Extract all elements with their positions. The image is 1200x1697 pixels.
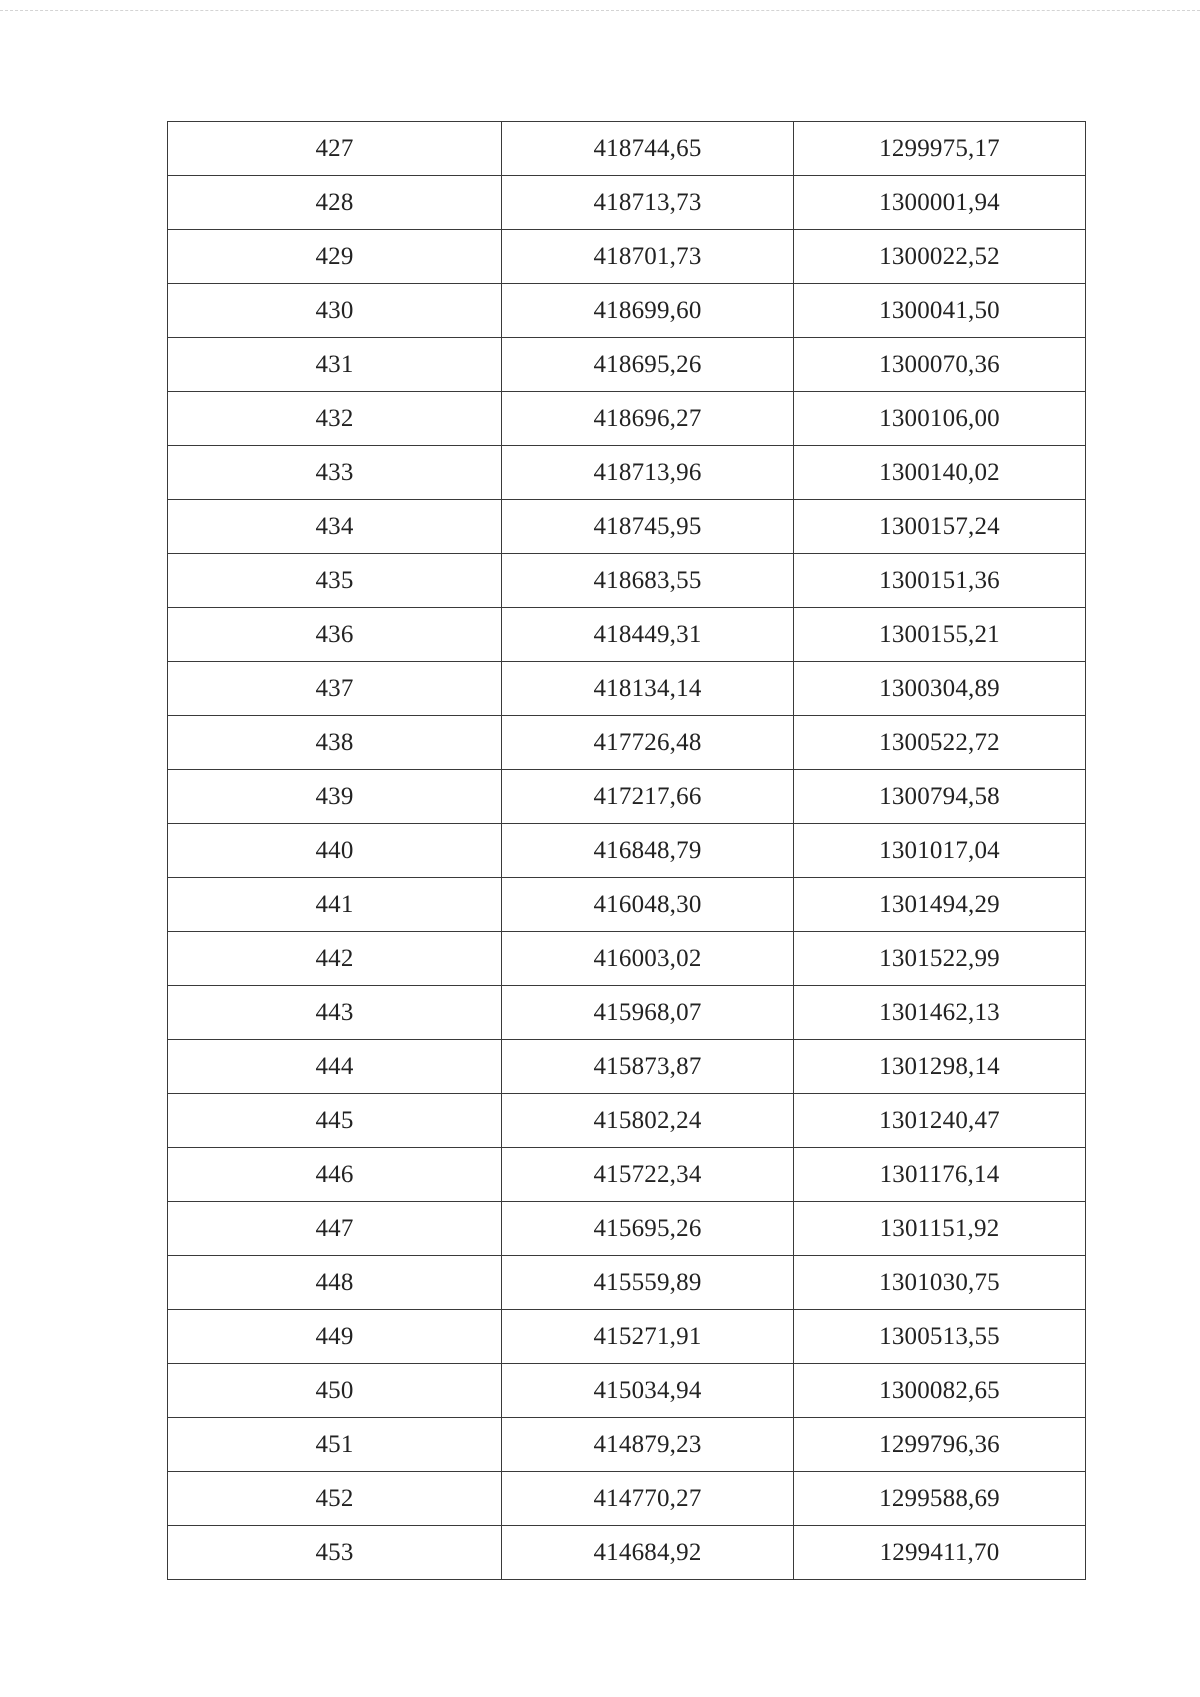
table-row: [168, 1472, 1086, 1526]
x-coordinate-cell: 415559,89: [502, 1256, 794, 1310]
y-coordinate-cell: 1300304,89: [794, 662, 1086, 716]
x-coordinate-cell: 418713,73: [502, 176, 794, 230]
point-number-cell: 433: [168, 446, 502, 500]
x-coordinate-cell: 415722,34: [502, 1148, 794, 1202]
table-row: [168, 176, 1086, 230]
point-number-cell: 444: [168, 1040, 502, 1094]
point-number-cell: 436: [168, 608, 502, 662]
x-coordinate-cell: 418683,55: [502, 554, 794, 608]
point-number-cell: 435: [168, 554, 502, 608]
y-coordinate-cell: 1299975,17: [794, 122, 1086, 176]
y-coordinate-cell: 1300022,52: [794, 230, 1086, 284]
point-number-cell: 451: [168, 1418, 502, 1472]
x-coordinate-cell: 415695,26: [502, 1202, 794, 1256]
x-coordinate-cell: 418695,26: [502, 338, 794, 392]
coordinates-table-body: [168, 122, 1086, 1580]
table-row: [168, 392, 1086, 446]
y-coordinate-cell: 1301030,75: [794, 1256, 1086, 1310]
y-coordinate-cell: 1300106,00: [794, 392, 1086, 446]
point-number-cell: 452: [168, 1472, 502, 1526]
point-number-cell: 441: [168, 878, 502, 932]
point-number-cell: 432: [168, 392, 502, 446]
y-coordinate-cell: 1299588,69: [794, 1472, 1086, 1526]
y-coordinate-cell: 1301151,92: [794, 1202, 1086, 1256]
table-row: [168, 716, 1086, 770]
scan-edge-line: [0, 10, 1200, 11]
y-coordinate-cell: 1299796,36: [794, 1418, 1086, 1472]
table-row: [168, 1526, 1086, 1580]
table-row: [168, 1418, 1086, 1472]
table-row: [168, 1094, 1086, 1148]
table-row: [168, 878, 1086, 932]
y-coordinate-cell: 1300157,24: [794, 500, 1086, 554]
y-coordinate-cell: 1301494,29: [794, 878, 1086, 932]
point-number-cell: 443: [168, 986, 502, 1040]
x-coordinate-cell: 416848,79: [502, 824, 794, 878]
point-number-cell: 428: [168, 176, 502, 230]
x-coordinate-cell: 415034,94: [502, 1364, 794, 1418]
point-number-cell: 427: [168, 122, 502, 176]
point-number-cell: 448: [168, 1256, 502, 1310]
x-coordinate-cell: 414879,23: [502, 1418, 794, 1472]
table-row: [168, 1256, 1086, 1310]
y-coordinate-cell: 1300001,94: [794, 176, 1086, 230]
y-coordinate-cell: 1300082,65: [794, 1364, 1086, 1418]
table-row: [168, 1040, 1086, 1094]
table-row: [168, 932, 1086, 986]
point-number-cell: 445: [168, 1094, 502, 1148]
x-coordinate-cell: 418134,14: [502, 662, 794, 716]
y-coordinate-cell: 1301298,14: [794, 1040, 1086, 1094]
x-coordinate-cell: 414770,27: [502, 1472, 794, 1526]
x-coordinate-cell: 417217,66: [502, 770, 794, 824]
table-row: [168, 500, 1086, 554]
x-coordinate-cell: 418699,60: [502, 284, 794, 338]
table-row: [168, 338, 1086, 392]
table-row: [168, 446, 1086, 500]
y-coordinate-cell: 1301240,47: [794, 1094, 1086, 1148]
x-coordinate-cell: 418744,65: [502, 122, 794, 176]
x-coordinate-cell: 416003,02: [502, 932, 794, 986]
x-coordinate-cell: 417726,48: [502, 716, 794, 770]
point-number-cell: 431: [168, 338, 502, 392]
point-number-cell: 446: [168, 1148, 502, 1202]
y-coordinate-cell: 1299411,70: [794, 1526, 1086, 1580]
y-coordinate-cell: 1300140,02: [794, 446, 1086, 500]
x-coordinate-cell: 418696,27: [502, 392, 794, 446]
point-number-cell: 430: [168, 284, 502, 338]
x-coordinate-cell: 415968,07: [502, 986, 794, 1040]
y-coordinate-cell: 1300151,36: [794, 554, 1086, 608]
x-coordinate-cell: 418713,96: [502, 446, 794, 500]
x-coordinate-cell: 416048,30: [502, 878, 794, 932]
point-number-cell: 453: [168, 1526, 502, 1580]
table-row: [168, 1202, 1086, 1256]
y-coordinate-cell: 1300794,58: [794, 770, 1086, 824]
point-number-cell: 450: [168, 1364, 502, 1418]
point-number-cell: 440: [168, 824, 502, 878]
x-coordinate-cell: 414684,92: [502, 1526, 794, 1580]
table-row: [168, 1148, 1086, 1202]
point-number-cell: 442: [168, 932, 502, 986]
table-row: [168, 608, 1086, 662]
y-coordinate-cell: 1301462,13: [794, 986, 1086, 1040]
table-row: [168, 770, 1086, 824]
point-number-cell: 447: [168, 1202, 502, 1256]
y-coordinate-cell: 1301017,04: [794, 824, 1086, 878]
table-row: [168, 1364, 1086, 1418]
y-coordinate-cell: 1300513,55: [794, 1310, 1086, 1364]
y-coordinate-cell: 1300041,50: [794, 284, 1086, 338]
x-coordinate-cell: 415802,24: [502, 1094, 794, 1148]
point-number-cell: 434: [168, 500, 502, 554]
coordinates-table: [167, 121, 1086, 1580]
table-row: [168, 284, 1086, 338]
x-coordinate-cell: 415271,91: [502, 1310, 794, 1364]
point-number-cell: 449: [168, 1310, 502, 1364]
table-row: [168, 986, 1086, 1040]
y-coordinate-cell: 1301522,99: [794, 932, 1086, 986]
x-coordinate-cell: 418449,31: [502, 608, 794, 662]
table-row: [168, 122, 1086, 176]
table-row: [168, 230, 1086, 284]
point-number-cell: 437: [168, 662, 502, 716]
x-coordinate-cell: 415873,87: [502, 1040, 794, 1094]
table-row: [168, 1310, 1086, 1364]
table-row: [168, 662, 1086, 716]
point-number-cell: 438: [168, 716, 502, 770]
point-number-cell: 429: [168, 230, 502, 284]
y-coordinate-cell: 1300522,72: [794, 716, 1086, 770]
x-coordinate-cell: 418745,95: [502, 500, 794, 554]
table-row: [168, 554, 1086, 608]
x-coordinate-cell: 418701,73: [502, 230, 794, 284]
y-coordinate-cell: 1300155,21: [794, 608, 1086, 662]
table-row: [168, 824, 1086, 878]
point-number-cell: 439: [168, 770, 502, 824]
y-coordinate-cell: 1300070,36: [794, 338, 1086, 392]
y-coordinate-cell: 1301176,14: [794, 1148, 1086, 1202]
